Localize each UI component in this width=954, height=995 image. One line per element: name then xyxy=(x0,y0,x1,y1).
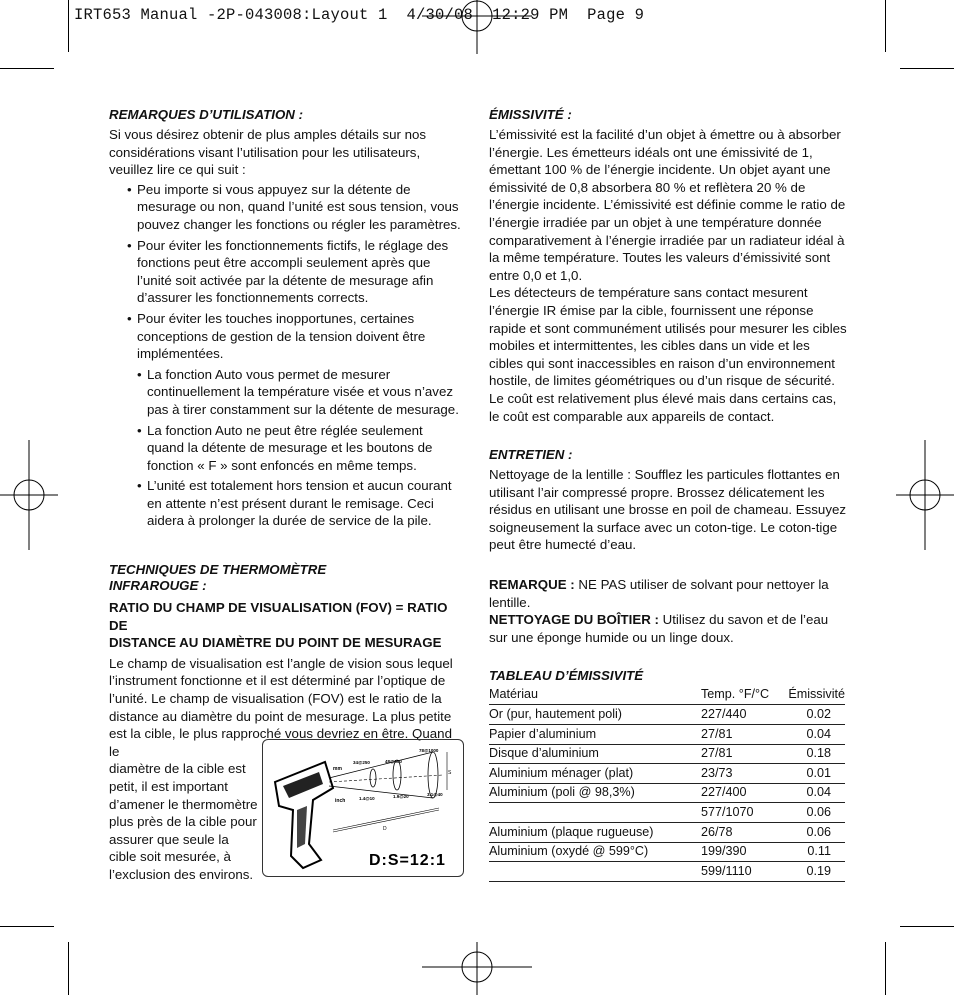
table-row xyxy=(489,744,845,764)
spot-inch-label: 3.1@40 xyxy=(427,792,443,797)
temperature-cell: 227/440 xyxy=(701,705,779,725)
fov-heading-line: RATIO DU CHAMP DE VISUALISATION (FOV) = RATIO DE xyxy=(109,600,448,633)
crop-mark-bottom-left-v xyxy=(68,942,69,995)
crop-mark-top-right-h xyxy=(900,68,954,69)
techniques-heading-line: INFRAROUGE : xyxy=(109,578,207,594)
spot-mm-label: 48@500 xyxy=(385,759,402,764)
usage-bullet-list xyxy=(109,181,461,530)
material-cell: Aluminium (oxydé @ 599°C) xyxy=(489,842,701,862)
crop-mark-top-right-v xyxy=(885,0,886,52)
unit-inch-label: inch xyxy=(335,798,346,804)
table-row xyxy=(489,823,845,843)
crop-mark-top-left-h xyxy=(0,68,54,69)
print-slug: IRT653 Manual -2P-043008:Layout 1 4/30/08 12:29 PM Page 9 xyxy=(74,6,645,24)
housing-label: NETTOYAGE DU BOÎTIER : xyxy=(489,612,659,628)
emissivity-paragraph: L’émissivité est la facilité d’un objet à émettre ou à absorber l’énergie. Les émetteurs idéals ont une émissivité de 1, émettant 100 % de l’énergie incidente. Un objet ayant une émissivité de 0,8 absorbera 80 % et reflètera 20 % de l’énergie incidente. L’émissivité est définie comme le ratio de l’énergie irradiée par un objet à une température donnée comparativement à l’énergie irradiée par un radiateur idéal à la même température. Toutes les valeurs d’émissivité sont entre 0,0 et 1,0. xyxy=(489,127,846,283)
table-row xyxy=(489,783,845,803)
registration-mark-right xyxy=(896,440,954,550)
crop-mark-bottom-right-v xyxy=(885,942,886,995)
list-item: • La fonction Auto ne peut être réglée seulement quand la détente de mesurage et les boutons de fonction « F » sont enfoncés en même temps. xyxy=(109,422,461,475)
temperature-cell: 599/1110 xyxy=(701,862,779,882)
column-header: Temp. °F/°C xyxy=(701,687,770,702)
emissivity-paragraph: Les détecteurs de température sans contact mesurent l’énergie IR émise par la cible, fournissent une réponse rapide et sont communément utilisés pour mesurer les cibles mobiles et intermittentes, les cibles dans un vide et les cibles qui sont inaccessibles en raison d’un environnement hostile, de limites géométriques ou d’un risque de sécurité. Le coût est relativement plus élevé mais dans certains cas, le coût est comparable aux appareils de contact. xyxy=(489,285,847,424)
table-row xyxy=(489,803,845,823)
emissivity-cell: 0.19 xyxy=(779,862,845,882)
distance-spot-figure xyxy=(262,739,464,877)
column-header: Émissivité xyxy=(788,687,845,702)
emissivity-cell: 0.18 xyxy=(779,744,845,764)
material-cell xyxy=(489,803,701,823)
emissivity-cell: 0.06 xyxy=(779,823,845,843)
fov-heading-line: DISTANCE AU DIAMÈTRE DU POINT DE MESURAGE xyxy=(109,635,442,651)
list-item: • Peu importe si vous appuyez sur la détente de mesurage ou non, quand l’unité est sous tension, vous pouvez changer les fonctions ou régler les paramètres. xyxy=(109,181,461,234)
maintenance-body: Nettoyage de la lentille : Soufflez les particules flottantes en utilisant l’air compressé propre. Brossez délicatement les résidus en utilisant une brosse en poil de chameau. Essuyez soigneusement la surface avec un coton-tige. Le coton-tige peut être humecté d’eau. xyxy=(489,467,847,553)
list-item: • L’unité est totalement hors tension et aucun courant en attente n’est présent durant le remisage. Ceci aidera à prolonger la durée de service de la pile. xyxy=(109,477,461,530)
ratio-label: D:S=12:1 xyxy=(369,852,446,869)
remark-paragraph xyxy=(489,576,847,611)
table-row xyxy=(489,764,845,784)
registration-mark-top xyxy=(422,0,532,60)
techniques-heading-line: TECHNIQUES DE THERMOMÈTRE xyxy=(109,562,327,578)
thermometer-diagram xyxy=(263,740,463,876)
emissivity-cell: 0.04 xyxy=(779,783,845,803)
table-row xyxy=(489,862,845,882)
emissivity-cell: 0.04 xyxy=(779,725,845,745)
temperature-cell: 199/390 xyxy=(701,842,779,862)
table-row xyxy=(489,842,845,862)
temperature-cell: 23/73 xyxy=(701,764,779,784)
table-header-row xyxy=(489,685,845,705)
temperature-cell: 27/81 xyxy=(701,744,779,764)
usage-heading: REMARQUES D’UTILISATION : xyxy=(109,107,304,122)
maintenance-heading: ENTRETIEN : xyxy=(489,447,573,463)
techniques-heading xyxy=(109,562,461,594)
material-cell: Aluminium (plaque rugueuse) xyxy=(489,823,701,843)
emissivity-cell: 0.11 xyxy=(779,842,845,862)
housing-paragraph xyxy=(489,611,847,646)
emissivity-heading: ÉMISSIVITÉ : xyxy=(489,107,572,122)
spot-inch-label: 1.9@20 xyxy=(393,794,409,799)
d-label: D xyxy=(383,826,387,832)
column-header: Matériau xyxy=(489,687,538,702)
right-column xyxy=(489,107,847,882)
temperature-cell: 26/78 xyxy=(701,823,779,843)
emissivity-table-heading: TABLEAU D’ÉMISSIVITÉ xyxy=(489,668,644,684)
usage-intro: Si vous désirez obtenir de plus amples détails sur nos considérations visant l’utilisation pour les utilisateurs, veuillez lire ce qui suit : xyxy=(109,127,427,178)
list-item: • Pour éviter les fonctionnements fictifs, le réglage des fonctions peut être accompli seulement après que l’unité soit activée par la détente de mesurage afin d’assurer les fonctionnements corrects. xyxy=(109,237,461,307)
fov-heading xyxy=(109,599,461,652)
material-cell xyxy=(489,862,701,882)
registration-mark-bottom xyxy=(422,940,532,995)
list-item: • La fonction Auto vous permet de mesurer continuellement la température visée et vous n’avez pas à tirer constamment sur la détente de mesurage. xyxy=(109,366,461,419)
unit-mm-label: mm xyxy=(333,766,342,772)
temperature-cell: 227/400 xyxy=(701,783,779,803)
emissivity-cell: 0.01 xyxy=(779,764,845,784)
table-row xyxy=(489,725,845,745)
fov-body-tail: diamètre de la cible est petit, il est important d’amener le thermomètre plus près de la cible pour assurer que seule la cible soit mesurée, à l’exclusion des environs. xyxy=(109,761,258,882)
spot-mm-label: 34@250 xyxy=(353,760,370,765)
material-cell: Aluminium (poli @ 98,3%) xyxy=(489,783,701,803)
temperature-cell: 27/81 xyxy=(701,725,779,745)
housing-text: Utilisez du savon et de l’eau sur une éponge humide ou un linge doux. xyxy=(489,612,829,645)
material-cell: Papier d’aluminium xyxy=(489,725,701,745)
remark-label: REMARQUE : xyxy=(489,577,575,593)
s-label: S xyxy=(448,770,452,776)
table-row xyxy=(489,705,845,725)
remark-text: NE PAS utiliser de solvant pour nettoyer la lentille. xyxy=(489,577,829,610)
crop-mark-bottom-right-h xyxy=(900,926,954,927)
emissivity-cell: 0.02 xyxy=(779,705,845,725)
crop-mark-bottom-left-h xyxy=(0,926,54,927)
spot-mm-label: 78@1000 xyxy=(419,748,439,753)
emissivity-cell: 0.06 xyxy=(779,803,845,823)
fov-body: Le champ de visualisation est l’angle de vision sous lequel l’instrument fonctionne et il est déterminé par l’optique de l’unité. Le champ de visualisation (FOV) est le ratio de la distance au diamètre du point de mesurage. La plus petite est la cible, le plus rapproché vous devriez en être. Quand le xyxy=(109,655,453,759)
registration-mark-left xyxy=(0,440,58,550)
crop-mark-top-left-v xyxy=(68,0,69,52)
list-item: • Pour éviter les touches inopportunes, certaines conceptions de gestion de la tension doivent être implémentées. xyxy=(109,310,461,363)
spot-inch-label: 1.4@10 xyxy=(359,796,375,801)
emissivity-table xyxy=(489,685,845,881)
material-cell: Or (pur, hautement poli) xyxy=(489,705,701,725)
material-cell: Aluminium ménager (plat) xyxy=(489,764,701,784)
material-cell: Disque d’aluminium xyxy=(489,744,701,764)
temperature-cell: 577/1070 xyxy=(701,803,779,823)
